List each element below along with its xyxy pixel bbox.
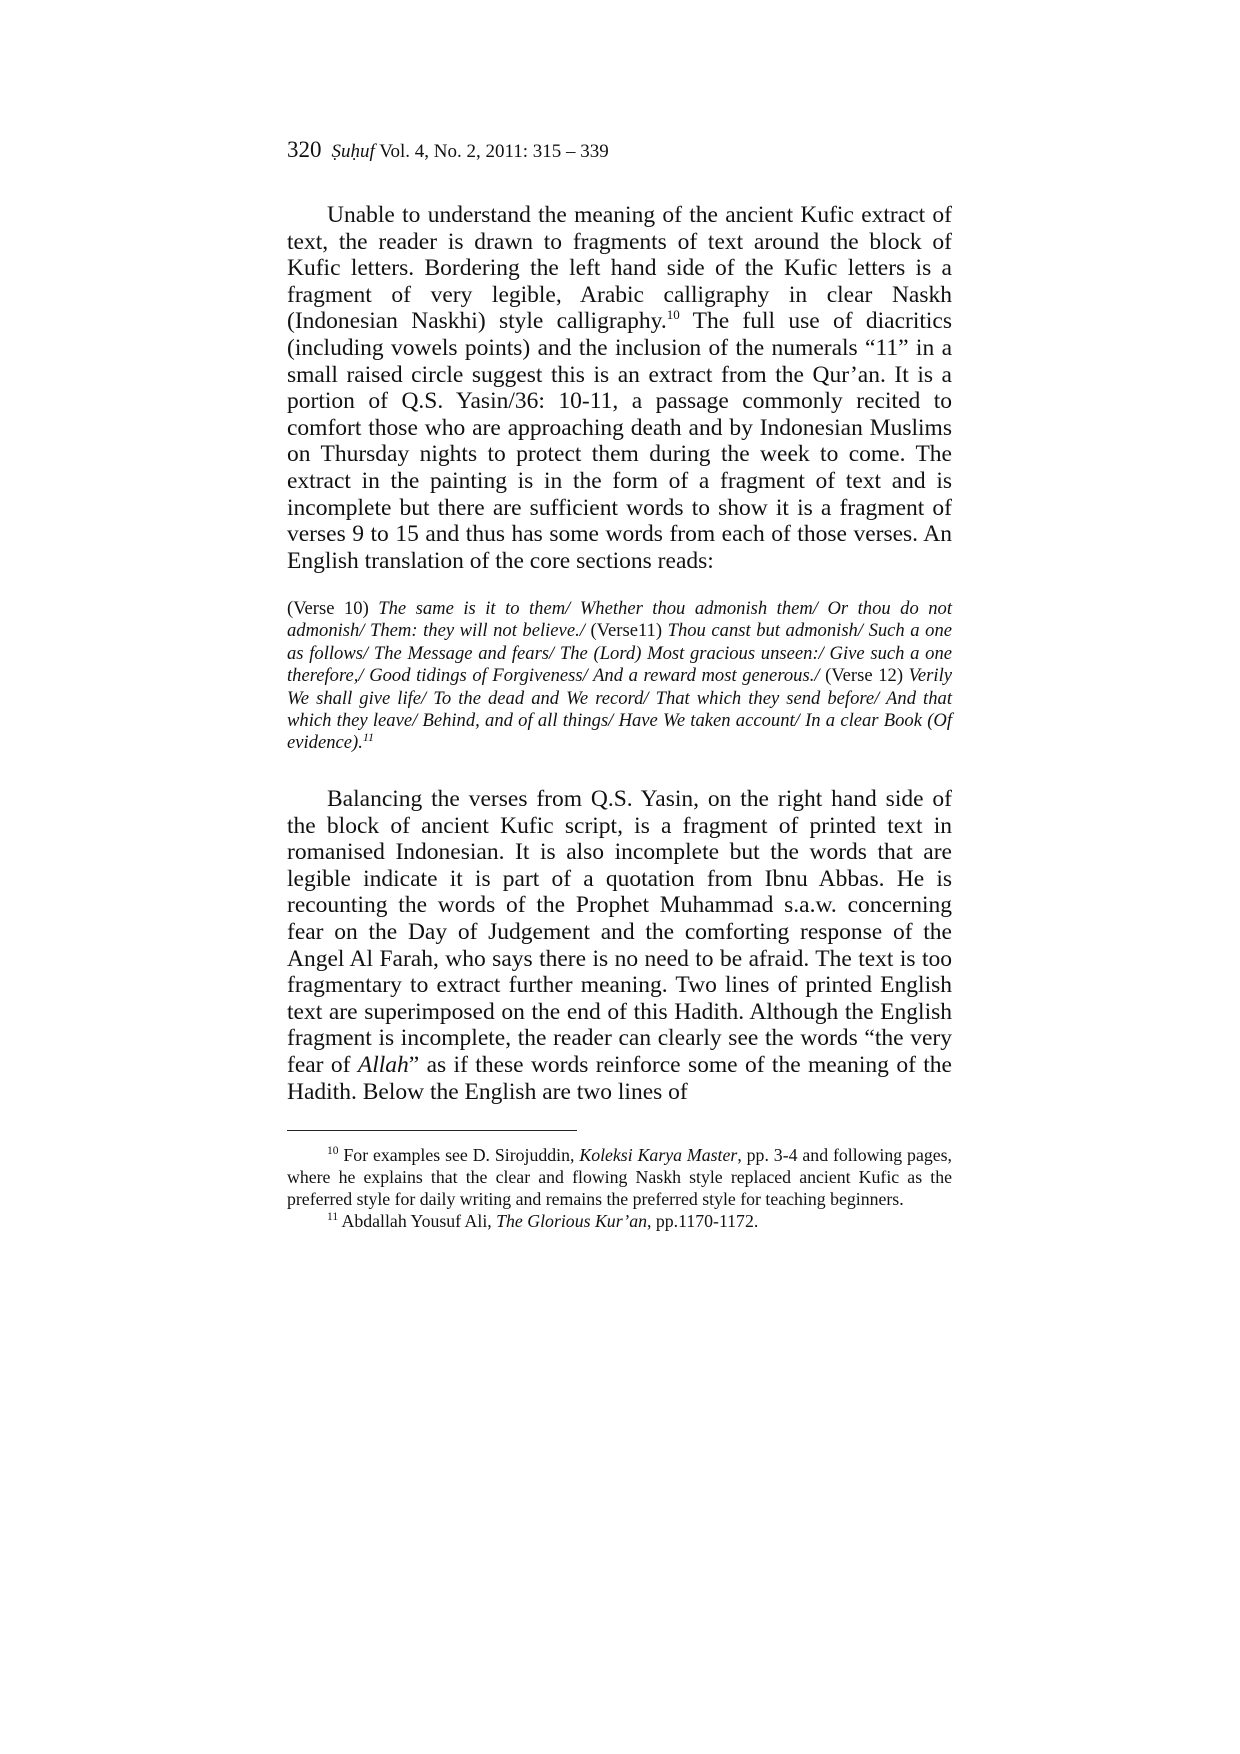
journal-name: Ṣuḥuf [331,141,375,162]
footnote-ref-11[interactable]: 11 [362,730,374,745]
footnote-11 [287,1210,952,1232]
paragraph-text: Unable to understand the meaning of the ancient Kufic extract of text, the reader is drawn to fragments of text around the block of Kufic letters. Bordering the left hand side of the Kufic letters is a fragment of very legible, Arabic calligraphy in clear Naskh (Indonesian Naskhi) style calligraphy. [287,202,952,335]
paragraph-text: The full use of diacritics (including vowels points) and the inclusion of the numerals “11” in a small raised circle suggest this is an extract from the Qur’an. It is a portion of Q.S. Yasin/36: 10-11, a passage commonly recited to comfort those who are approaching death and by Indonesian Muslims on Thursday nights to protect them during the week to come. The extract in the painting is in the form of a fragment of text and is incomplete but there are sufficient words to show it is a fragment of verses 9 to 15 and thus has some words from each of those verses. An English translation of the core sections reads: [287,308,953,574]
running-head [287,138,609,164]
verse-label: (Verse11) [584,620,668,642]
body-paragraph-1 [287,202,952,574]
cited-title: The Glorious Kur’an [496,1211,647,1231]
verse-text: The same is it to them/ Whether thou admonish them/ Or thou do not admonish/ Them: they will not believe./ [287,598,952,642]
emphasis-text: Allah [357,1051,409,1078]
footnote-number: 10 [327,1145,339,1158]
footnote-ref-10[interactable]: 10 [666,307,680,323]
footnote-text: , pp. 3-4 and following pages, where he explains that the clear and flowing Naskh style replaced ancient Kufic as the preferred style for daily writing and remains the preferred style for teaching beginners. [287,1145,952,1209]
footnote-text: , pp.1170-1172. [647,1211,759,1231]
paragraph-text: Balancing the verses from Q.S. Yasin, on the right hand side of the block of ancient Kufic script, is a fragment of printed text in romanised Indonesian. It is also incomplete but the words that are legible indicate it is part of a quotation from Ibnu Abbas. He is recounting the words of the Prophet Muhammad s.a.w. concerning fear on the Day of Judgement and the comforting response of the Angel Al Farah, who says there is no need to be afraid. The text is too fragmentary to extract further meaning. Two lines of printed English text are superimposed on the end of this Hadith. Although the English fragment is incomplete, the reader can clearly see the words “the very fear of [287,786,952,1078]
paragraph-text: ” as if these words reinforce some of the meaning of the Hadith. Below the English are two lines of [287,1051,952,1105]
page-number: 320 [287,137,322,162]
footnote-number: 11 [327,1211,339,1224]
body-paragraph-2 [287,786,952,1105]
footnote-divider [287,1130,577,1131]
block-quote [287,598,952,755]
journal-citation: Vol. 4, No. 2, 2011: 315 – 339 [379,141,609,162]
verse-text: Verily We shall give life/ To the dead and We record/ That which they send before/ And that which they leave/ Behind, and of all things/ Have We taken account/ In a clear Book (Of evidence). [287,665,952,754]
verse-text: Thou canst but admonish/ Such a one as follows/ The Message and fears/ The (Lord) Most gracious unseen:/ Give such a one therefore,/ Good tidings of Forgiveness/ And a reward most generous./ [287,620,952,687]
footnote-text: For examples see D. Sirojuddin, [338,1145,580,1165]
footnotes [287,1144,952,1232]
verse-label: (Verse 10) [287,598,379,619]
footnote-10 [287,1144,952,1210]
verse-label: (Verse 12) [819,665,909,687]
cited-title: Koleksi Karya Master [579,1145,738,1165]
footnote-text: Abdallah Yousuf Ali, [338,1211,497,1231]
